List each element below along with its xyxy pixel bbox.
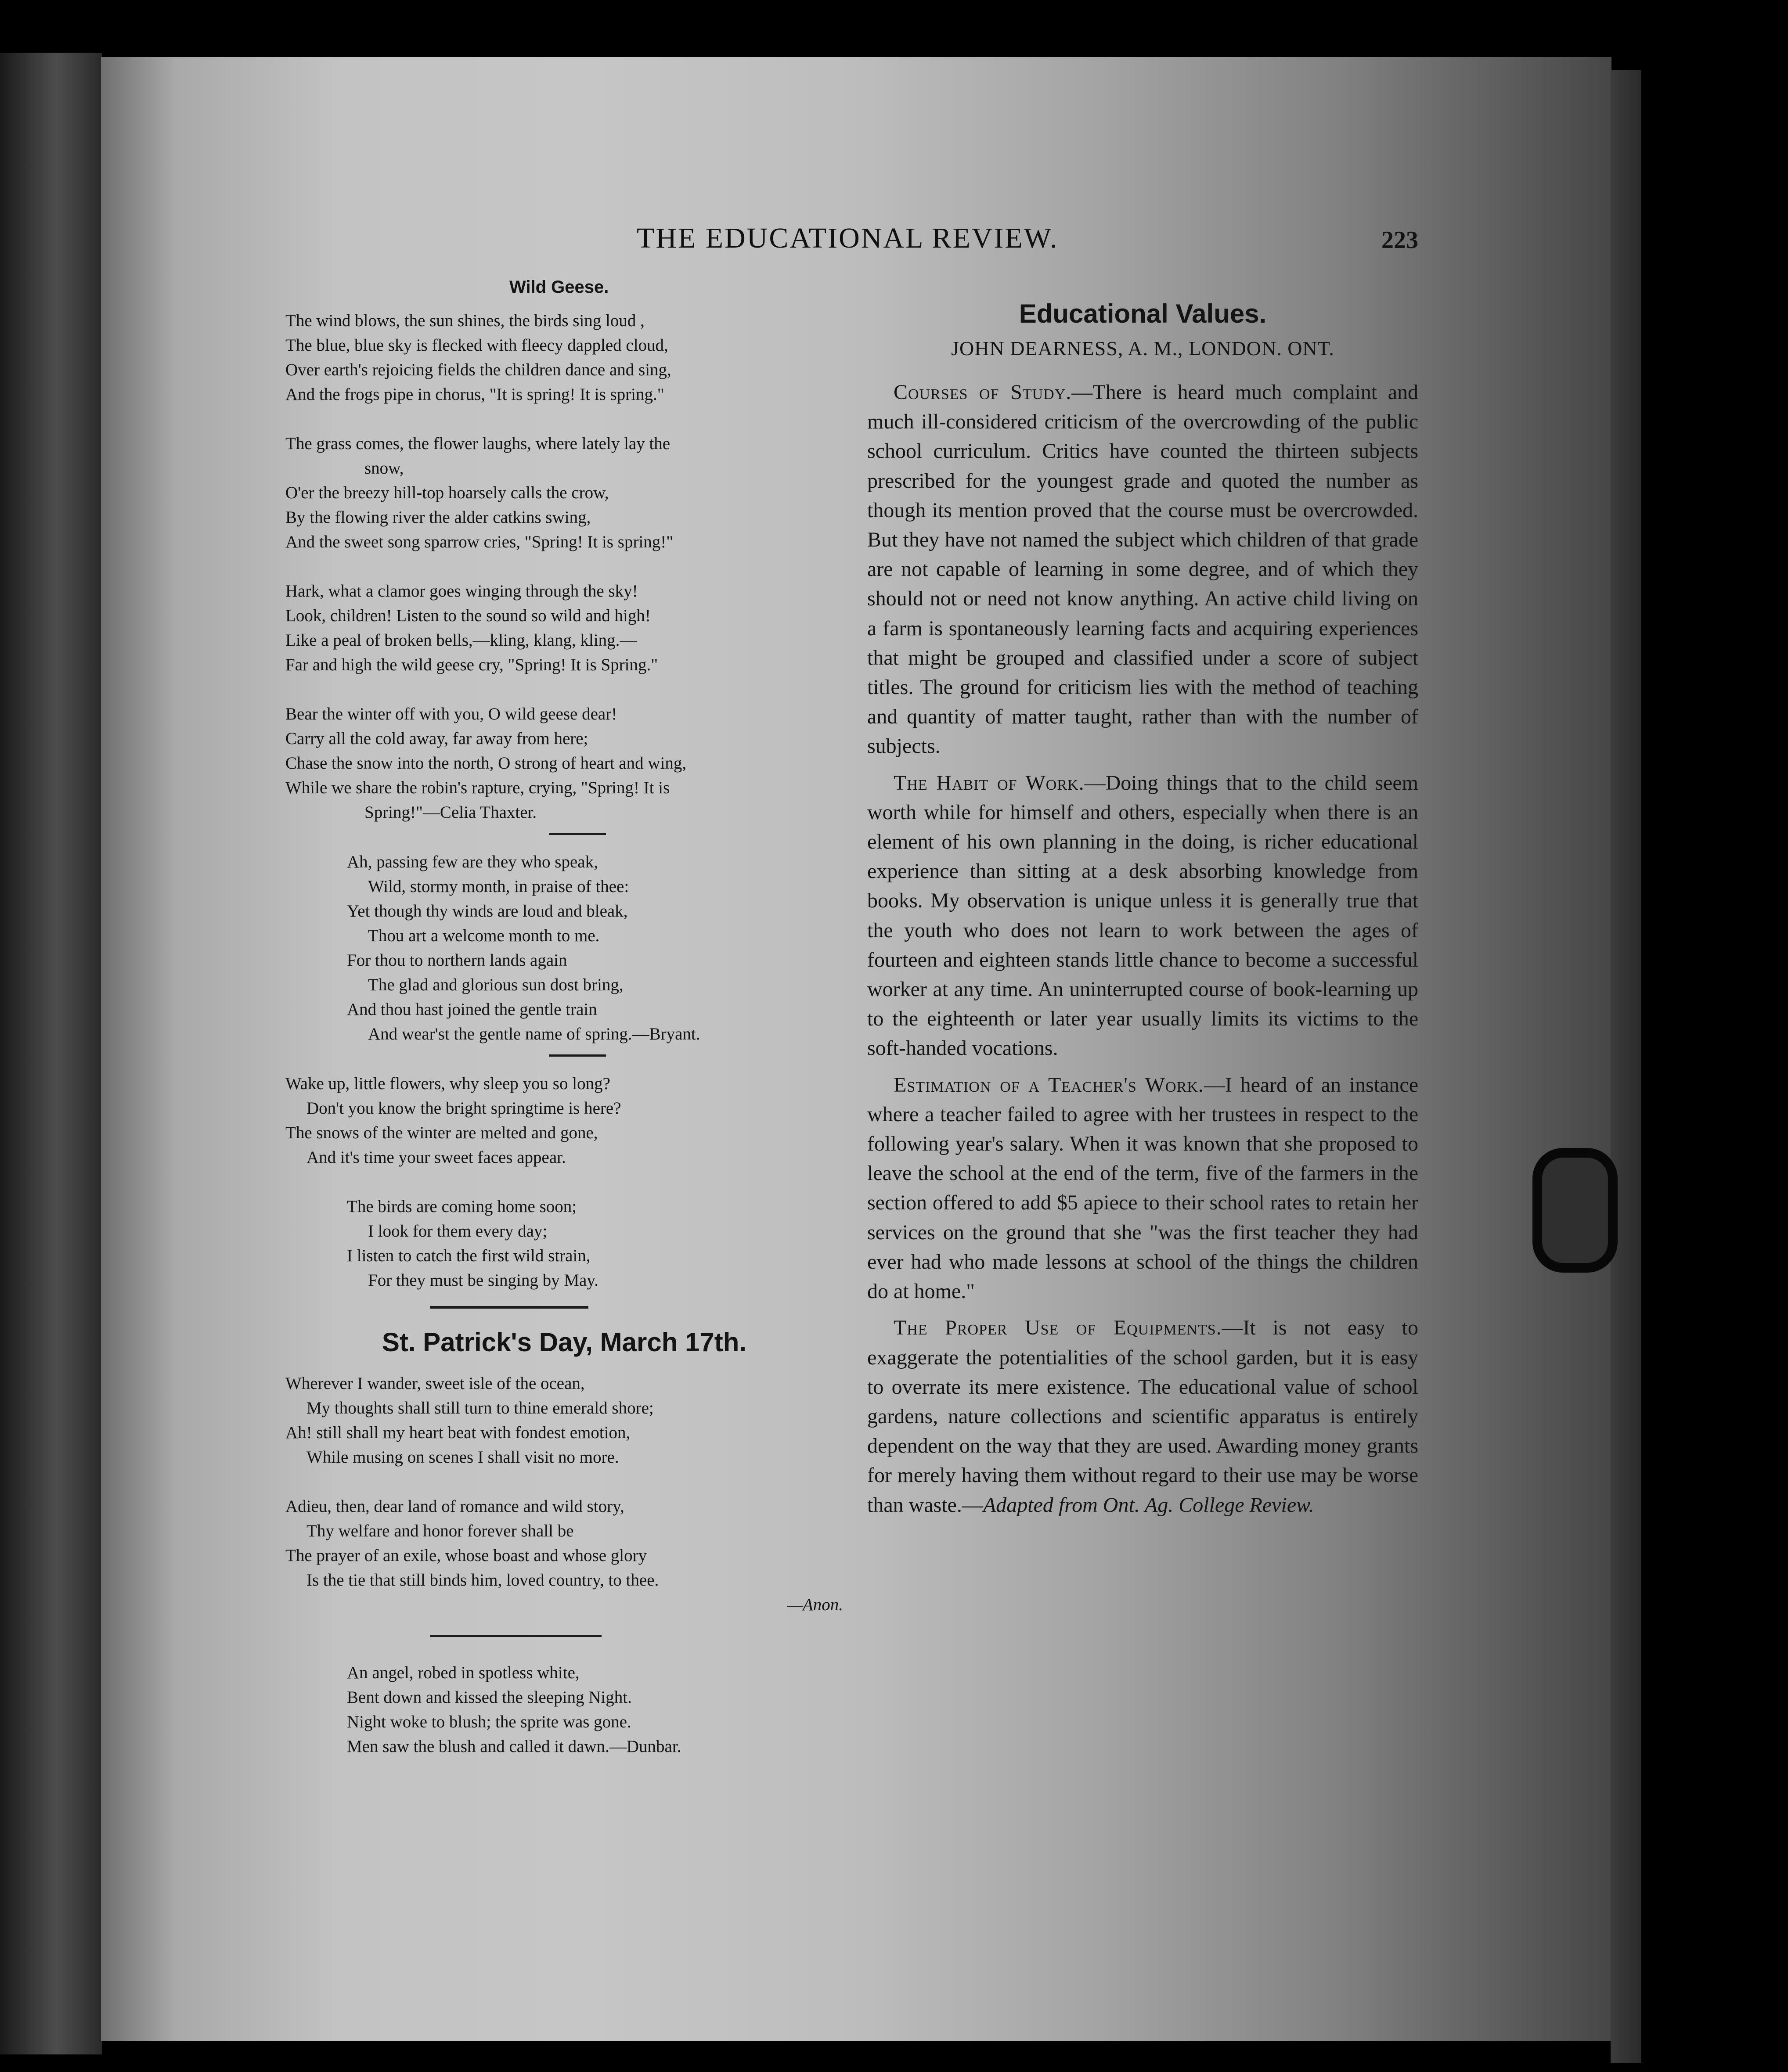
- paragraph-courses-of-study: [867, 378, 1418, 761]
- st-patrick-stanza-1: [285, 1371, 843, 1470]
- paragraph-lead: The Proper Use of Equipments.: [894, 1316, 1222, 1340]
- poem-line: Spring!"—Celia Thaxter.: [364, 803, 537, 822]
- article-title: Educational Values.: [1019, 299, 1267, 328]
- poem-line: Far and high the wild geese cry, "Spring! It is Spring.": [285, 655, 658, 674]
- poem-line: And thou hast joined the gentle train: [347, 1000, 597, 1019]
- poem-line: Men saw the blush and called it dawn.—Dunbar.: [347, 1737, 681, 1756]
- poem-line: Bent down and kissed the sleeping Night.: [347, 1688, 632, 1707]
- paragraph-teacher-work: [867, 1070, 1418, 1306]
- little-flowers-poem: [285, 1072, 843, 1170]
- wild-geese-stanza-1: [285, 309, 843, 407]
- poem-line: While musing on scenes I shall visit no more.: [306, 1448, 619, 1467]
- poem-line: snow,: [364, 459, 404, 478]
- poem-line: Over earth's rejoicing fields the children dance and sing,: [285, 360, 671, 379]
- paragraph-lead: Estimation of a Teacher's Work.: [894, 1073, 1204, 1097]
- poem-line: And the sweet song sparrow cries, "Spring! It is spring!": [285, 532, 674, 551]
- paragraph-habit-of-work: [867, 768, 1418, 1063]
- st-patrick-stanza-2: [285, 1494, 843, 1617]
- poem-line: Wake up, little flowers, why sleep you so long?: [285, 1074, 610, 1093]
- poem-line: My thoughts shall still turn to thine emerald shore;: [306, 1399, 654, 1417]
- birds-poem: [347, 1194, 843, 1293]
- poem-line: Night woke to blush; the sprite was gone.: [347, 1712, 631, 1731]
- dunbar-poem: [347, 1661, 843, 1759]
- poem-line: Thou art a welcome month to me.: [368, 926, 600, 945]
- paragraph-text: —I heard of an instance where a teacher failed to agree with her trustees in respect to the following year's salary. When it was known that she proposed to leave the school at the end of the term, five of the farmers in the section offered to add $5 apiece to their school rates to retain her services on the ground that she "was the first teacher they had ever had who made lessons at school of the things the children do at home.": [867, 1073, 1418, 1303]
- poem-line: The glad and glorious sun dost bring,: [368, 975, 624, 994]
- poem-line: For they must be singing by May.: [368, 1271, 599, 1290]
- poem-line: The prayer of an exile, whose boast and whose glory: [285, 1546, 647, 1565]
- paragraph-lead: Courses of Study.: [894, 381, 1072, 404]
- binder-clip: [1532, 1148, 1618, 1273]
- st-patricks-day-title: St. Patrick's Day, March 17th.: [382, 1327, 747, 1357]
- bryant-poem: [347, 850, 843, 1047]
- wild-geese-stanza-3: [285, 579, 843, 677]
- page-number: 223: [1381, 227, 1418, 254]
- poem-line: I listen to catch the first wild strain,: [347, 1246, 591, 1265]
- poem-line: Don't you know the bright springtime is here?: [306, 1099, 621, 1118]
- poem-title-wild-geese: Wild Geese.: [509, 277, 609, 297]
- paragraph-proper-use: [867, 1313, 1418, 1519]
- left-column: [285, 272, 843, 1784]
- poem-line: Adieu, then, dear land of romance and wild story,: [285, 1497, 624, 1516]
- poem-line: And it's time your sweet faces appear.: [306, 1148, 566, 1167]
- poem-line: The blue, blue sky is flecked with fleecy dappled cloud,: [285, 336, 668, 355]
- divider: [549, 833, 606, 835]
- running-title: THE EDUCATIONAL REVIEW.: [637, 222, 1059, 254]
- byline: JOHN DEARNESS, A. M., LONDON. ONT.: [951, 337, 1334, 360]
- poem-line: Is the tie that still binds him, loved country, to thee.: [306, 1571, 659, 1590]
- poem-line: Look, children! Listen to the sound so wild and high!: [285, 606, 651, 625]
- facing-page-edge: [0, 53, 102, 2054]
- poem-line: Wild, stormy month, in praise of thee:: [368, 877, 629, 896]
- wild-geese-stanza-4: [285, 702, 843, 825]
- poem-line: The grass comes, the flower laughs, where lately lay the: [285, 434, 670, 453]
- poem-line: The wind blows, the sun shines, the birds sing loud ,: [285, 311, 645, 330]
- poem-line: Chase the snow into the north, O strong of heart and wing,: [285, 754, 687, 773]
- poem-line: By the flowing river the alder catkins swing,: [285, 508, 591, 527]
- attribution: —Anon.: [787, 1595, 843, 1614]
- paragraph-text: —Doing things that to the child seem worth while for himself and others, especially when there is an element of his own planning in the doing, is richer educational experience than sitting at a desk absorbing knowledge from books. My observation is unique unless it is generally true that the youth who does not learn to work between the ages of fourteen and eighteen stands little chance to become a successful worker at any time. An uninterrupted course of book-learning up to the eighteenth or later year usually limits its victims to the soft-handed vocations.: [867, 771, 1418, 1060]
- poem-line: For thou to northern lands again: [347, 951, 567, 970]
- poem-line: Thy welfare and honor forever shall be: [306, 1522, 574, 1540]
- poem-line: The snows of the winter are melted and gone,: [285, 1123, 598, 1142]
- paragraph-text: —It is not easy to exaggerate the potentialities of the school garden, but it is easy to overrate its mere existence. The educational value of school gardens, nature collections and scientific apparatus is entirely dependent on the way that they are used. Awarding money grants for merely having them without regard to their use may be worse than waste.—: [867, 1316, 1419, 1517]
- poem-line: Ah! still shall my heart beat with fondest emotion,: [285, 1423, 631, 1442]
- poem-line: Hark, what a clamor goes winging through the sky!: [285, 582, 638, 601]
- poem-line: An angel, robed in spotless white,: [347, 1663, 580, 1682]
- poem-line: I look for them every day;: [368, 1222, 548, 1241]
- poem-line: Ah, passing few are they who speak,: [347, 853, 598, 871]
- wild-geese-stanza-2: [285, 432, 843, 554]
- poem-line: The birds are coming home soon;: [347, 1197, 577, 1216]
- poem-line: And the frogs pipe in chorus, "It is spring! It is spring.": [285, 385, 664, 404]
- paragraph-lead: The Habit of Work.: [894, 771, 1085, 795]
- divider: [430, 1635, 602, 1637]
- poem-line: Carry all the cold away, far away from here;: [285, 729, 588, 748]
- divider: [549, 1054, 606, 1057]
- poem-line: Yet though thy winds are loud and bleak,: [347, 902, 628, 921]
- page-stack-edge: [1611, 70, 1641, 2063]
- paragraph-text: —There is heard much complaint and much ill-considered criticism of the overcrowding of the public school curriculum. Critics have counted the thirteen subjects prescribed for the youngest grade and quoted the number as though its mention proved that the course must be overcrowded. But they have not named the subject which children of that grade are not capable of learning in some degree, and of which they should not or need not know anything. An active child living on a farm is spontaneously learning facts and acquiring experiences that might be grouped and classified under a score of subject titles. The ground for criticism lies with the method of teaching and quantity of matter taught, rather than with the number of subjects.: [867, 381, 1418, 758]
- poem-line: O'er the breezy hill-top hoarsely calls the crow,: [285, 483, 609, 502]
- right-column: [867, 272, 1418, 1527]
- poem-line: Wherever I wander, sweet isle of the ocean,: [285, 1374, 585, 1393]
- poem-line: Bear the winter off with you, O wild geese dear!: [285, 705, 617, 723]
- section-divider: [430, 1306, 588, 1309]
- poem-line: While we share the robin's rapture, crying, "Spring! It is: [285, 778, 670, 797]
- poem-line: Like a peal of broken bells,—kling, klang, kling.—: [285, 631, 637, 650]
- source-citation: Adapted from Ont. Ag. College Review.: [983, 1493, 1314, 1517]
- poem-line: And wear'st the gentle name of spring.—Bryant.: [368, 1025, 700, 1043]
